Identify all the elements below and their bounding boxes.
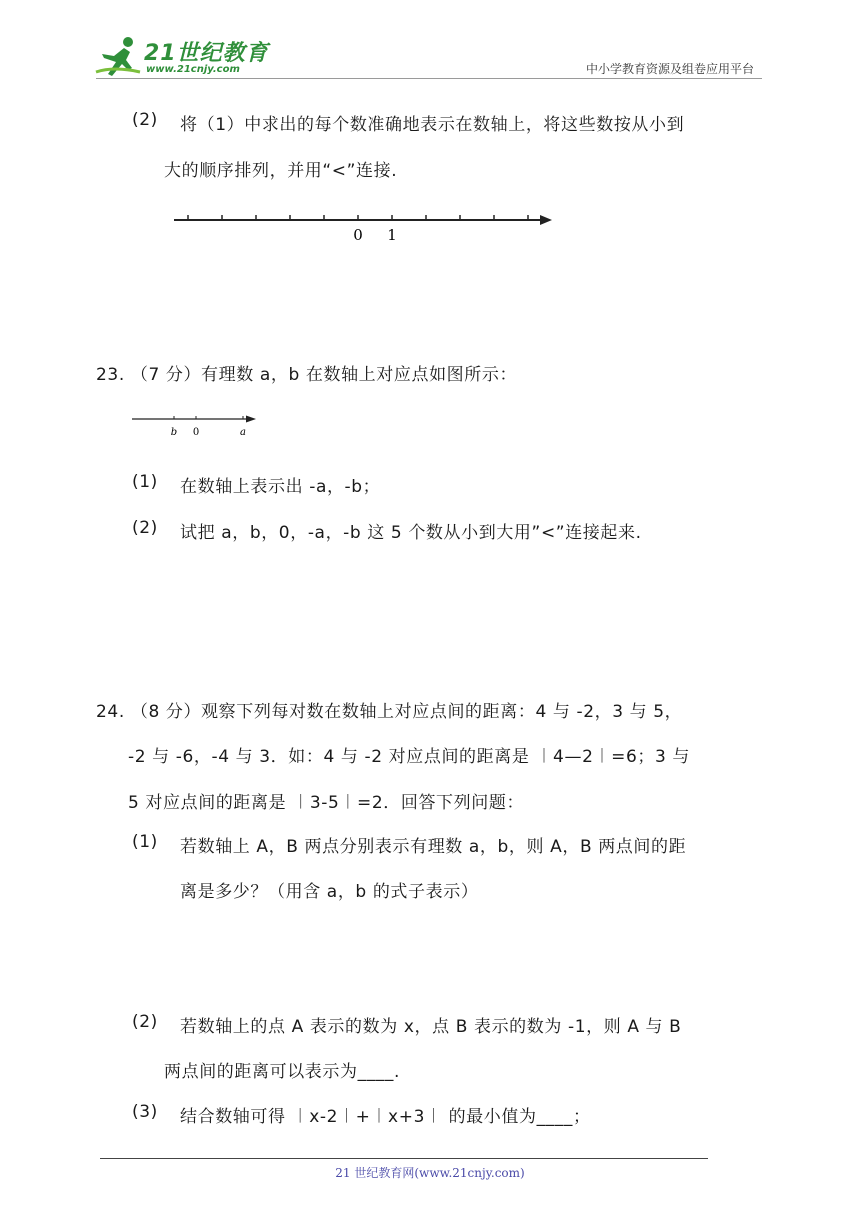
- logo-url: www.21cnjy.com: [146, 64, 240, 75]
- q23-part1-text: 在数轴上表示出 -a，-b；: [180, 477, 381, 497]
- label-a: a: [240, 427, 246, 438]
- q24-stem-line1: 24. （8 分）观察下列每对数在数轴上对应点间的距离：4 与 -2，3 与 5，: [96, 702, 683, 722]
- q22-part2-line2: 大的顺序排列，并用“<”连接.: [164, 161, 398, 181]
- tick-label-1: 1: [387, 226, 397, 244]
- q24-part1-line2: 离是多少？（用含 a，b 的式子表示）: [180, 882, 479, 902]
- q24-stem-line2: -2 与 -6，-4 与 3．如：4 与 -2 对应点间的距离是 ︱4—2︱=6；3 与: [128, 747, 690, 767]
- q24-part2-number: (2): [132, 1012, 158, 1032]
- number-line-q22: [170, 206, 560, 246]
- number-line-q23: [128, 410, 268, 440]
- axis-arrow-icon: [246, 416, 256, 423]
- q24-part3-number: (3): [132, 1102, 158, 1122]
- q23-stem: 23. （7 分）有理数 a，b 在数轴上对应点如图所示：: [96, 365, 518, 385]
- q23-part2-number: (2): [132, 518, 158, 538]
- q22-part2-number: (2): [132, 110, 158, 130]
- q24-part1-number: (1): [132, 832, 158, 852]
- footer-divider: [100, 1158, 708, 1159]
- q24-part1-line1: 若数轴上 A，B 两点分别表示有理数 a，b，则 A，B 两点间的距: [180, 837, 687, 857]
- footer-text: 21 世纪教育网(www.21cnjy.com): [335, 1166, 525, 1180]
- q23-part2-text: 试把 a，b，0，-a，-b 这 5 个数从小到大用”<”连接起来.: [180, 523, 642, 543]
- q24-stem-line3: 5 对应点间的距离是 ︱3-5︱=2．回答下列问题：: [128, 793, 525, 813]
- logo-text: 21世纪教育: [144, 41, 269, 66]
- header-divider: [96, 78, 762, 79]
- q22-part2-line1: 将（1）中求出的每个数准确地表示在数轴上，将这些数按从小到: [180, 115, 685, 135]
- tick-label-0: 0: [353, 226, 363, 244]
- axis-arrow-icon: [540, 215, 552, 225]
- q24-part2-line1: 若数轴上的点 A 表示的数为 x，点 B 表示的数为 -1，则 A 与 B: [180, 1017, 682, 1037]
- runner-logo-icon: [94, 32, 146, 80]
- label-b: b: [170, 427, 178, 438]
- label-0: 0: [192, 427, 200, 438]
- q23-part1-number: (1): [132, 472, 158, 492]
- header-platform-text: 中小学教育资源及组卷应用平台: [585, 62, 754, 76]
- q24-part3-text: 结合数轴可得 ︱x-2︱+︱x+3︱ 的最小值为____；: [180, 1107, 591, 1127]
- q24-part2-line2: 两点间的距离可以表示为____.: [164, 1062, 401, 1082]
